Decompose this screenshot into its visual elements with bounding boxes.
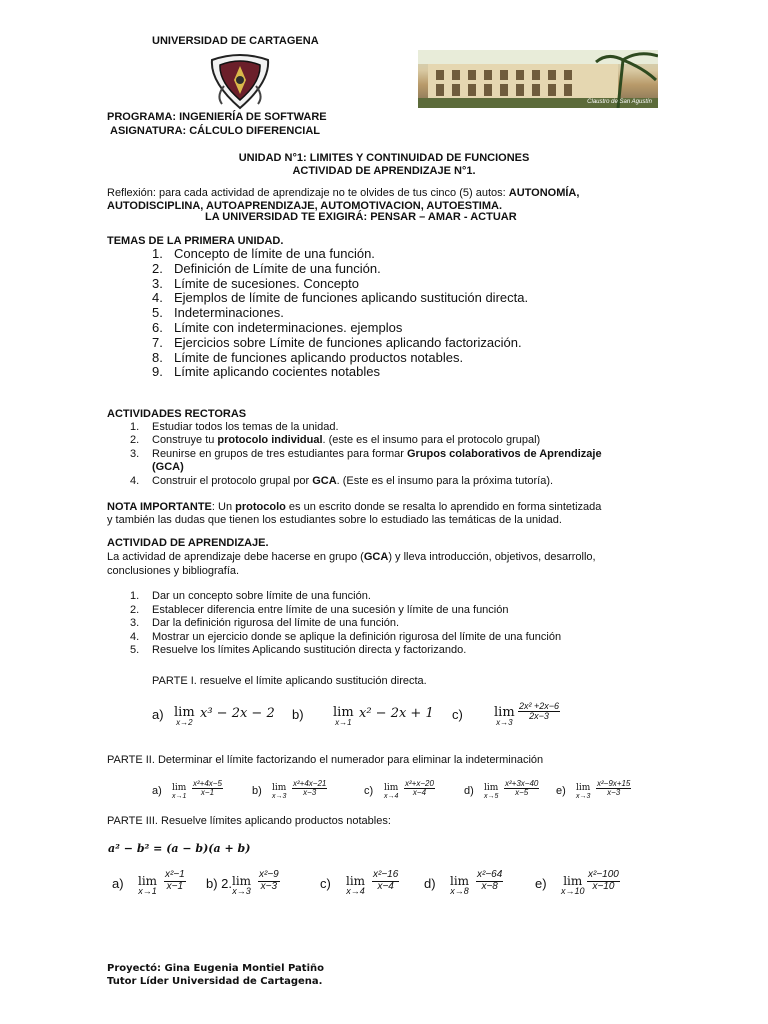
parte1-expr-a: x³ − 2x − 2: [200, 706, 275, 721]
topic-item-3: Límite de sucesiones. Concepto: [174, 275, 359, 291]
difference-of-squares-identity: a² − b² = (a − b)(a + b): [108, 842, 251, 855]
lim-symbol: lim: [346, 874, 366, 888]
fraction-denominator: 2x−3: [529, 711, 549, 722]
exercise-label: c): [364, 785, 374, 797]
topic-item-2: Definición de Límite de una función.: [174, 260, 381, 276]
fraction-numerator: x²−9: [259, 869, 279, 880]
limit-subscript: x→3: [576, 793, 591, 800]
lim-symbol: lim: [494, 705, 515, 720]
list-number: 8.: [152, 349, 163, 365]
limit-operator: [576, 784, 590, 800]
parte1-title: PARTE I. resuelve el límite aplicando sustitución directa.: [152, 675, 427, 687]
rectoras-item-3-c: (GCA): [152, 461, 184, 474]
limit-fraction: [504, 780, 539, 798]
list-item: [130, 631, 561, 645]
parte1-label-c: c): [452, 707, 463, 722]
nota-importante: [107, 501, 677, 527]
limit-subscript: x→8: [450, 886, 469, 896]
limit-fraction: [372, 870, 399, 892]
list-item: [152, 336, 528, 351]
nota-text-2: protocolo: [235, 501, 286, 513]
parte1-exercises: [152, 702, 632, 732]
limit-operator: [346, 875, 365, 896]
limit-subscript: x→1: [138, 886, 157, 896]
limit-operator: [484, 784, 498, 800]
list-item: [152, 291, 528, 306]
fraction-numerator: x²−1: [165, 869, 185, 880]
list-item: [152, 365, 528, 380]
list-number: 5.: [130, 644, 140, 657]
limit-subscript: x→3: [232, 886, 251, 896]
list-number: 5.: [152, 305, 163, 321]
list-item: 1. Estudiar todos los temas de la unidad.: [130, 421, 339, 433]
limit-subscript: x→10: [561, 886, 585, 896]
reflection-bold-3: LA UNIVERSIDAD TE EXIGIRÁ: PENSAR – AMAR - ACTUAR: [205, 211, 517, 223]
list-number: 3.: [130, 617, 140, 630]
parte1-limit-b: [333, 706, 354, 727]
topics-heading: TEMAS DE LA PRIMERA UNIDAD.: [107, 235, 284, 247]
exercise-label: b) 2.: [206, 876, 233, 891]
reflection-paragraph: [107, 187, 667, 213]
reflection-bold-2: AUTODISCIPLINA, AUTOAPRENDIZAJE, AUTOMOTIVACION, AUTOESTIMA.: [107, 200, 503, 212]
parte1-label-b: b): [292, 707, 304, 722]
aprendizaje-p2: conclusiones y bibliografía.: [107, 565, 240, 577]
limit-subscript: x→3: [272, 793, 287, 800]
limit-subscript: x→4: [384, 793, 399, 800]
limit-operator: [561, 875, 585, 896]
list-number: 9.: [152, 364, 163, 380]
fraction-denominator: x−3: [607, 788, 621, 798]
lim-symbol: lim: [384, 783, 399, 793]
limit-subscript: x→1: [335, 718, 352, 727]
list-number: 4.: [152, 290, 163, 306]
limit-subscript: x→4: [346, 886, 365, 896]
topic-item-6: Límite con indeterminaciones. ejemplos: [174, 319, 403, 335]
fraction-denominator: x−5: [515, 788, 529, 798]
subject-line: ASIGNATURA: CÁLCULO DIFERENCIAL: [110, 125, 321, 137]
rectoras-item-1: Estudiar todos los temas de la unidad.: [152, 421, 339, 433]
topics-list: [152, 247, 528, 380]
topic-item-5: Indeterminaciones.: [174, 305, 284, 321]
nota-text-1: : Un: [211, 501, 236, 513]
list-number: 2.: [152, 260, 163, 276]
university-title: UNIVERSIDAD DE CARTAGENA: [152, 35, 319, 47]
fraction-numerator: 2x² +2x−6: [519, 701, 560, 711]
activity-title: ACTIVIDAD DE APRENDIZAJE N°1.: [292, 165, 476, 177]
footer-author: Proyectó: Gina Eugenia Montiel Patiño: [107, 963, 324, 974]
program-line: PROGRAMA: INGENIERÍA DE SOFTWARE: [107, 111, 327, 123]
rectoras-item-2-a: Construye tu: [152, 434, 218, 447]
list-item: [152, 351, 528, 366]
lim-symbol: lim: [232, 874, 252, 888]
list-number: 2.: [130, 603, 140, 616]
exercise-label: d): [464, 785, 474, 797]
lim-symbol: lim: [138, 874, 158, 888]
list-item: [152, 277, 528, 292]
rectoras-item-2-c: . (este es el insumo para el protocolo grupal): [322, 434, 541, 447]
parte3-exercises: [112, 870, 652, 900]
exercise-label: c): [320, 876, 331, 891]
photo-caption: Claustro de San Agustín: [587, 99, 652, 105]
list-item: [130, 617, 561, 631]
list-item: [130, 604, 561, 618]
limit-subscript: x→3: [496, 718, 513, 727]
list-item: [152, 247, 528, 262]
fraction-denominator: x−4: [377, 880, 394, 892]
aprendizaje-item-3: Dar la definición rigurosa del límite de una función.: [152, 617, 400, 630]
parte1-fraction-c: [518, 702, 560, 722]
exercise-label: a): [112, 876, 124, 891]
parte2-title: PARTE II. Determinar el límite factorizando el numerador para eliminar la indeterminación: [107, 754, 544, 766]
fraction-numerator: x²−64: [477, 869, 503, 880]
footer-tutor: Tutor Líder Universidad de Cartagena.: [107, 976, 323, 987]
fraction-numerator: x²+4x−21: [293, 779, 327, 788]
list-item: [130, 644, 561, 658]
limit-subscript: x→5: [484, 793, 499, 800]
fraction-numerator: x²−16: [373, 869, 399, 880]
limit-operator: [138, 875, 157, 896]
limit-operator: [384, 784, 398, 800]
list-number: 1.: [152, 246, 163, 261]
lim-symbol: lim: [172, 783, 187, 793]
limit-operator: [172, 784, 186, 800]
list-item: 4. Construir el protocolo grupal por GCA. (Este es el insumo para la próxima tutoría).: [130, 474, 554, 487]
university-seal-logo: [208, 52, 272, 110]
list-item: 3. Reunirse en grupos de tres estudiantes para formar Grupos colaborativos de Aprendizaje (GCA): [130, 447, 602, 474]
limit-fraction: [192, 780, 223, 798]
parte1-limit-a: [174, 706, 195, 727]
fraction-denominator: x−3: [303, 788, 317, 798]
list-number: 3.: [152, 275, 163, 291]
fraction-numerator: x²−100: [588, 869, 619, 880]
parte1-limit-c: [494, 706, 515, 727]
exercise-label: d): [424, 876, 436, 891]
fraction-numerator: x²+3x−40: [505, 779, 539, 788]
list-item: [152, 262, 528, 277]
rectoras-list: [130, 421, 670, 488]
limit-operator: [450, 875, 469, 896]
limit-fraction: [258, 870, 280, 892]
aprendizaje-p1-end: ) y lleva introducción, objetivos, desarrollo,: [388, 551, 596, 563]
lim-symbol: lim: [576, 783, 591, 793]
list-number: 4.: [130, 630, 140, 643]
lim-symbol: lim: [563, 874, 583, 888]
campus-photo: [418, 50, 658, 108]
aprendizaje-p1-gca: GCA: [363, 551, 389, 563]
lim-symbol: lim: [272, 783, 287, 793]
aprendizaje-item-4: Mostrar un ejercicio donde se aplique la definición rigurosa del límite de una función: [152, 630, 562, 643]
topic-item-1: Concepto de límite de una función.: [174, 246, 375, 261]
reflection-text: Reflexión: para cada actividad de aprendizaje no te olvides de tus cinco (5) autos:: [107, 187, 506, 199]
fraction-numerator: x²+x−20: [405, 779, 434, 788]
limit-fraction: [476, 870, 503, 892]
fraction-denominator: x−4: [412, 788, 427, 798]
parte1-label-a: a): [152, 707, 164, 722]
topic-item-7: Ejercicios sobre Límite de funciones aplicando factorización.: [174, 334, 522, 350]
nota-text-4: y también las dudas que tienen los estudiantes sobre lo estudiado las temáticas de la unidad.: [107, 514, 562, 526]
aprendizaje-item-2: Establecer diferencia entre límite de una sucesión y límite de una función: [152, 603, 509, 616]
aprendizaje-heading: ACTIVIDAD DE APRENDIZAJE.: [107, 537, 269, 549]
unit-title: UNIDAD N°1: LIMITES Y CONTINUIDAD DE FUNCIONES: [238, 152, 530, 164]
rectoras-item-4-c: . (Este es el insumo para la próxima tutoría).: [336, 474, 554, 487]
exercise-label: e): [556, 785, 566, 797]
limit-subscript: x→1: [172, 793, 187, 800]
list-item: 2. Construye tu protocolo individual. (este es el insumo para el protocolo grupal): [130, 434, 541, 447]
lim-symbol: lim: [333, 705, 354, 720]
limit-fraction: [292, 780, 327, 798]
lim-symbol: lim: [174, 705, 195, 720]
fraction-denominator: x−8: [481, 880, 498, 892]
limit-subscript: x→2: [176, 718, 193, 727]
rectoras-item-3-a: Reunirse en grupos de tres estudiantes para formar: [152, 447, 407, 460]
lim-symbol: lim: [450, 874, 470, 888]
limit-fraction: [596, 780, 631, 798]
fraction-denominator: x−10: [592, 880, 615, 892]
nota-text-3: es un escrito donde se resalta lo aprendido en forma sintetizada: [285, 501, 602, 513]
list-number: 1.: [130, 590, 140, 602]
topic-item-8: Límite de funciones aplicando productos notables.: [174, 349, 464, 365]
list-number: 6.: [152, 319, 163, 335]
limit-operator: [232, 875, 251, 896]
fraction-numerator: x²−9x+15: [597, 779, 631, 788]
rectoras-item-4-b: GCA: [312, 474, 337, 487]
topic-item-4: Ejemplos de límite de funciones aplicando sustitución directa.: [174, 290, 529, 306]
lim-symbol: lim: [484, 783, 499, 793]
aprendizaje-list: [130, 590, 561, 658]
aprendizaje-paragraph: [107, 550, 677, 578]
list-item: [152, 306, 528, 321]
limit-fraction: [164, 870, 186, 892]
rectoras-item-2-b: protocolo individual: [217, 434, 323, 447]
exercise-label: e): [535, 876, 547, 891]
rectoras-heading: ACTIVIDADES RECTORAS: [107, 408, 247, 420]
nota-label: NOTA IMPORTANTE: [107, 501, 212, 513]
rectoras-item-4-a: Construir el protocolo grupal por: [152, 474, 313, 487]
parte2-exercises: [152, 780, 652, 806]
fraction-numerator: x²+4x−5: [193, 779, 222, 788]
list-item: [152, 321, 528, 336]
reflection-bold-1: AUTONOMÍA,: [508, 187, 580, 199]
limit-fraction: [404, 780, 435, 798]
aprendizaje-item-5: Resuelve los límites Aplicando sustitución directa y factorizando.: [152, 644, 467, 657]
rectoras-item-3-b: Grupos colaborativos de Aprendizaje: [406, 447, 602, 460]
aprendizaje-p1: La actividad de aprendizaje debe hacerse en grupo (: [107, 551, 364, 563]
fraction-denominator: x−3: [260, 880, 278, 892]
topic-item-9: Límite aplicando cocientes notables: [174, 364, 380, 380]
exercise-label: b): [252, 785, 262, 797]
parte3-title: PARTE III. Resuelve límites aplicando productos notables:: [107, 815, 391, 827]
fraction-denominator: x−1: [166, 880, 184, 892]
fraction-denominator: x−1: [200, 788, 215, 798]
limit-operator: [272, 784, 286, 800]
list-number: 7.: [152, 334, 163, 350]
limit-fraction: [587, 870, 620, 892]
parte1-expr-b: x² − 2x + 1: [359, 706, 434, 721]
aprendizaje-item-1: Dar un concepto sobre límite de una función.: [152, 590, 371, 602]
list-item: [130, 590, 561, 604]
exercise-label: a): [152, 785, 162, 797]
